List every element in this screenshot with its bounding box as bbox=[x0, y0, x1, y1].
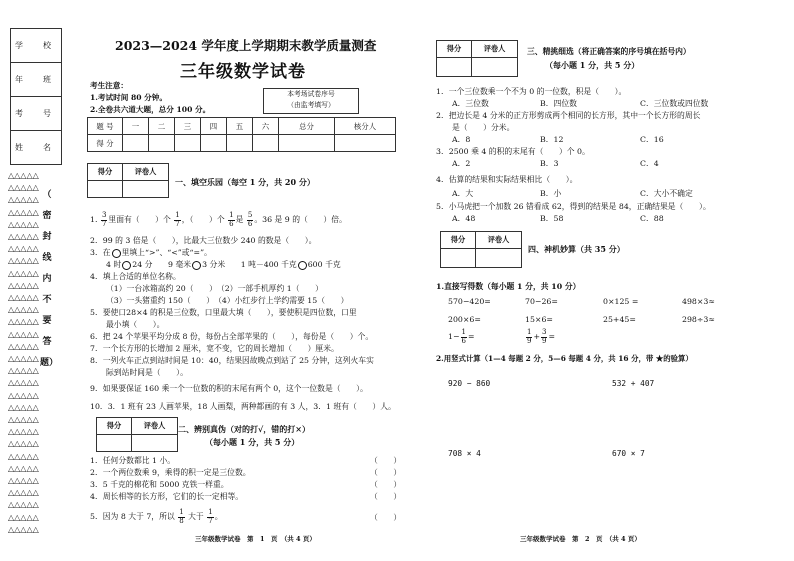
score-table bbox=[87, 117, 396, 152]
numerator: 1 bbox=[229, 211, 234, 219]
seal-char: 答 bbox=[42, 337, 52, 347]
q-text: 。 bbox=[214, 512, 223, 521]
numerator: 5 bbox=[247, 211, 253, 219]
judge-answer-5: （ ） bbox=[370, 513, 402, 522]
grader-cell bbox=[472, 58, 518, 77]
judge-answer-4: （ ） bbox=[370, 492, 402, 501]
column-calc-4: 670 × 7 bbox=[612, 449, 645, 458]
numerator: 1 bbox=[208, 508, 213, 516]
oral-2-1: 200×6= bbox=[448, 315, 481, 324]
grader-box-4 bbox=[440, 231, 522, 268]
score-label: 得分 bbox=[437, 41, 472, 58]
denominator: 7 bbox=[101, 219, 107, 228]
score-header: 一 bbox=[123, 118, 149, 135]
score-header: 核分人 bbox=[335, 118, 396, 135]
section-2-title: 二、辨别真伪（对的打√，错的打×） bbox=[178, 424, 310, 434]
oral-1-3: 0×125 = bbox=[603, 297, 639, 306]
score-header: 题 号 bbox=[88, 118, 123, 135]
seal-line-triangles: △△△△△ △△△△△ △△△△△ △△△△△ △△△△△ △△△△△ △△△△△ △△△△△ △△△△△ △△△△△ △△△△△ △△△△△ △△△△△ △△△△△ △△△△△ △△△△△ △△△△△ △△△△△ △△△△△ △△△△△ △△△△△ △△△△△ △△△△△ △△△△△ △△△△△ △△△△△ △△△△△ △△△△△ △△△△△ △△△△△ bbox=[8, 171, 39, 534]
choice-4-c: C．大小不确定 bbox=[640, 189, 693, 198]
question-1-2: 2．99 的 3 倍是（ ），比最大三位数少 240 的数是（ ）。 bbox=[90, 236, 317, 245]
q-text: 5．因为 8 大于 7，所以 bbox=[90, 512, 175, 521]
note-2: 2.全卷共六道大题，总分 100 分。 bbox=[90, 105, 211, 114]
q-text: + bbox=[533, 332, 541, 341]
numerator: 1 bbox=[175, 211, 180, 219]
choice-question-4: 4．估算的结果和实际结果相比（ ）。 bbox=[436, 175, 578, 184]
circle-blank-icon bbox=[298, 261, 307, 270]
denominator: 9 bbox=[542, 336, 547, 345]
numerator: 3 bbox=[542, 328, 547, 336]
seat-line-1: 本考场试卷序号 bbox=[287, 90, 335, 98]
choice-1-c: C．三位数或四位数 bbox=[640, 99, 709, 108]
score-header: 总分 bbox=[279, 118, 335, 135]
numerator: 1 bbox=[179, 508, 184, 516]
judge-answer-1: （ ） bbox=[370, 456, 402, 465]
section-3-subtitle: （每小题 1 分，共 5 分） bbox=[545, 60, 640, 70]
page-2-footer: 三年级数学试卷 第 2 页 （共 4 页） bbox=[520, 535, 641, 543]
judge-item-4: 4．周长相等的长方形，它们的长一定相等。 bbox=[90, 492, 244, 501]
choice-3-a: A．2 bbox=[452, 159, 471, 168]
fraction bbox=[526, 329, 532, 345]
score-cell bbox=[149, 135, 175, 152]
question-1-6: 6．把 24 个苹果平均分成 8 份，每份占全部苹果的（ ），每份是（ ）个。 bbox=[90, 332, 374, 341]
denominator: 8 bbox=[179, 516, 184, 525]
question-1-4-b: （3）一头猪重约 150（ ） （4）小红步行上学约需要 15（ ） bbox=[106, 296, 349, 305]
grader-cell bbox=[132, 435, 178, 452]
name-label: 姓 名 bbox=[15, 143, 57, 152]
fraction bbox=[461, 329, 467, 345]
denominator: 6 bbox=[229, 219, 234, 228]
seat-number-box bbox=[263, 88, 359, 114]
fraction bbox=[178, 509, 184, 525]
grader-box-2 bbox=[96, 417, 178, 452]
grader-label: 评卷人 bbox=[132, 418, 178, 435]
score-label: 得分 bbox=[88, 164, 123, 181]
oral-3-2 bbox=[525, 329, 555, 345]
section-3-title: 三、精挑细选（将正确答案的序号填在括号内） bbox=[527, 47, 691, 56]
q-text: 3 分米 1 吨－400 千克 bbox=[202, 260, 297, 269]
choice-1-a: A．三位数 bbox=[452, 99, 489, 108]
question-1-7: 7．一个长方形的长增加 2 厘米，宽不变，它的周长增加（ ）厘米。 bbox=[90, 344, 339, 353]
judge-item-2: 2．一个两位数乘 9，乘得的积一定是三位数。 bbox=[90, 468, 251, 477]
column-calc-3: 708 × 4 bbox=[448, 449, 481, 458]
oral-3-1 bbox=[448, 329, 475, 345]
score-cell bbox=[335, 135, 396, 152]
grader-label: 评卷人 bbox=[476, 232, 522, 249]
question-1-5: 5．要使口28×4 的积是三位数，口里最大填（ ），要使积是四位数，口里 bbox=[90, 308, 357, 317]
score-cell bbox=[97, 435, 132, 452]
fraction bbox=[101, 212, 107, 228]
q-text: 是 bbox=[235, 215, 244, 224]
judge-answer-3: （ ） bbox=[370, 480, 402, 489]
choice-question-1: 1．一个三位数乘一个不为 0 的一位数，积是（ ）。 bbox=[436, 87, 627, 96]
page-1-footer: 三年级数学试卷 第 1 页 （共 4 页） bbox=[195, 535, 316, 543]
score-header: 五 bbox=[227, 118, 253, 135]
question-1-8: 8．一列火车正点到站时间是 10：40，结果因故晚点到站了 25 分钟，这列火车实 bbox=[90, 356, 374, 365]
choice-question-3: 3．2500 乘 4 的积的末尾有（ ）个 0。 bbox=[436, 147, 590, 156]
fraction bbox=[247, 212, 253, 228]
seal-line-notice bbox=[40, 185, 59, 374]
circle-blank-icon bbox=[192, 261, 201, 270]
q-text: 里面有（ ）个 bbox=[108, 215, 171, 224]
fraction bbox=[228, 212, 234, 228]
exam-notes bbox=[90, 80, 210, 116]
seal-char: 线 bbox=[42, 253, 52, 263]
grader-cell bbox=[476, 249, 522, 268]
score-header: 四 bbox=[201, 118, 227, 135]
section-4-title: 四、神机妙算（共 35 分） bbox=[528, 244, 625, 254]
choice-question-2: 2．把边长是 4 分米的正方形剪成两个相同的长方形，其中一个长方形的周长 bbox=[436, 111, 701, 120]
fraction bbox=[541, 329, 547, 345]
judge-answer-2: （ ） bbox=[370, 468, 402, 477]
column-calc-1: 920 − 860 bbox=[448, 379, 491, 388]
oral-1-4: 498×3≈ bbox=[682, 297, 715, 306]
q-number: 1. bbox=[90, 215, 98, 224]
column-calc-2: 532 + 407 bbox=[612, 379, 655, 388]
section-2-subtitle: （每小题 1 分，共 5 分） bbox=[205, 437, 300, 447]
score-row-label: 得 分 bbox=[88, 135, 123, 152]
grader-box-1 bbox=[87, 163, 169, 198]
numerator: 1 bbox=[461, 328, 466, 336]
exam-title: 2023—2024 学年度上学期期末教学质量测查 bbox=[115, 38, 377, 53]
seal-char: 要 bbox=[42, 316, 52, 326]
choice-2-c: C．16 bbox=[640, 135, 664, 144]
notes-title: 考生注意： bbox=[90, 81, 128, 90]
q-text: 里填上“>”、“<”或“=”。 bbox=[121, 248, 212, 257]
denominator: 7 bbox=[175, 219, 180, 228]
denominator: 9 bbox=[527, 336, 532, 345]
question-1-3-items bbox=[106, 259, 341, 271]
seal-char: 密 bbox=[42, 211, 52, 221]
denominator: 7 bbox=[208, 516, 213, 525]
seat-line-2: （由监考填写） bbox=[287, 101, 335, 109]
grader-box-3 bbox=[436, 40, 518, 77]
oral-1-1: 570−420= bbox=[448, 297, 491, 306]
seal-char: 封 bbox=[42, 232, 52, 242]
question-1-4: 4．填上合适的单位名称。 bbox=[90, 272, 181, 281]
q-text: ，（ ）个 bbox=[181, 215, 225, 224]
oral-2-3: 25+45= bbox=[603, 315, 636, 324]
oral-1-2: 70−26= bbox=[525, 297, 558, 306]
score-label: 得分 bbox=[441, 232, 476, 249]
question-1-1 bbox=[90, 212, 347, 228]
q-text: 大于 bbox=[188, 512, 204, 521]
score-cell bbox=[88, 181, 123, 198]
choice-question-2-b: 是（ ）分米。 bbox=[452, 123, 515, 132]
judge-item-3: 3．5 千克的棉花和 5000 克铁一样重。 bbox=[90, 480, 229, 489]
score-header: 二 bbox=[149, 118, 175, 135]
question-1-9: 9．如果要保证 160 乘一个一位数的积的末尾有两个 0，这个一位数是（ ）。 bbox=[90, 384, 368, 393]
question-1-4-a: （1）一台冰箱高约 20（ ） （2）一部手机厚约 1（ ） bbox=[106, 284, 323, 293]
choice-5-b: B．58 bbox=[540, 214, 564, 223]
choice-4-b: B．小 bbox=[540, 189, 562, 198]
seal-char: 题） bbox=[40, 358, 59, 368]
q-text: 3．在 bbox=[90, 248, 111, 257]
q-text: 600 千克 bbox=[307, 260, 341, 269]
circle-blank-icon bbox=[112, 249, 121, 258]
choice-2-b: B．12 bbox=[540, 135, 564, 144]
judge-item-5 bbox=[90, 509, 222, 525]
question-1-5-b: 最小填（ ）。 bbox=[106, 320, 165, 329]
denominator: 6 bbox=[247, 219, 253, 228]
seal-char: （ bbox=[42, 190, 52, 200]
q-text: 4 时 bbox=[106, 260, 122, 269]
choice-3-b: B．3 bbox=[540, 159, 559, 168]
choice-question-5: 5．小马虎把一个加数 26 错看成 62，得到的结果是 84，正确结果是（ ）。 bbox=[436, 202, 711, 211]
choice-3-c: C．4 bbox=[640, 159, 659, 168]
grader-label: 评卷人 bbox=[123, 164, 169, 181]
denominator: 6 bbox=[461, 336, 466, 345]
score-label: 得分 bbox=[97, 418, 132, 435]
question-1-10: 10．3．1 班有 23 人画苹果，18 人画梨，两种都画的有 3 人，3．1 班有（ ）人。 bbox=[90, 402, 396, 411]
score-cell bbox=[227, 135, 253, 152]
q-text: 。36 是 9 的（ ）倍。 bbox=[254, 215, 347, 224]
circle-blank-icon bbox=[122, 261, 131, 270]
judge-item-1: 1．任何分数都比 1 小。 bbox=[90, 456, 176, 465]
score-cell bbox=[437, 58, 472, 77]
q-text: 24 分 9 毫米 bbox=[132, 260, 192, 269]
note-1: 1.考试时间 80 分钟。 bbox=[90, 93, 167, 102]
school-label: 学 校 bbox=[11, 29, 61, 63]
choice-1-b: B．四位数 bbox=[540, 99, 577, 108]
score-cell bbox=[175, 135, 201, 152]
score-header: 六 bbox=[253, 118, 279, 135]
oral-2-2: 15×6= bbox=[525, 315, 553, 324]
q-text: 1− bbox=[448, 332, 460, 341]
score-cell bbox=[279, 135, 335, 152]
exam-number-label: 考 号 bbox=[11, 97, 61, 131]
numerator: 3 bbox=[101, 211, 107, 219]
oral-calc-title: 1.直接写得数（每小题 1 分，共 10 分） bbox=[436, 282, 581, 291]
student-info-box bbox=[10, 28, 62, 165]
question-1-3 bbox=[90, 247, 212, 259]
q-text: = bbox=[548, 332, 556, 341]
score-cell bbox=[201, 135, 227, 152]
score-cell bbox=[123, 135, 149, 152]
choice-5-a: A．48 bbox=[452, 214, 476, 223]
exam-subtitle: 三年级数学试卷 bbox=[180, 62, 306, 82]
seal-char: 不 bbox=[42, 295, 52, 305]
choice-4-a: A．大 bbox=[452, 189, 474, 198]
question-1-8-b: 际到站时间是（ ）。 bbox=[106, 368, 188, 377]
seal-char: 内 bbox=[42, 274, 52, 284]
q-text: = bbox=[467, 332, 475, 341]
oral-2-4: 298÷3≈ bbox=[682, 315, 715, 324]
choice-2-a: A．8 bbox=[452, 135, 471, 144]
grader-cell bbox=[123, 181, 169, 198]
score-header: 三 bbox=[175, 118, 201, 135]
fraction bbox=[174, 212, 180, 228]
score-cell bbox=[253, 135, 279, 152]
class-label: 年 班 bbox=[11, 63, 61, 97]
column-calc-title: 2.用竖式计算（1—4 每题 2 分，5—6 每题 4 分，共 16 分，带 ★的验算） bbox=[436, 354, 693, 363]
score-cell bbox=[441, 249, 476, 268]
fraction bbox=[207, 509, 213, 525]
section-1-title: 一、填空乐园（每空 1 分，共 20 分） bbox=[175, 177, 315, 187]
choice-5-c: C．88 bbox=[640, 214, 664, 223]
numerator: 1 bbox=[527, 328, 532, 336]
grader-label: 评卷人 bbox=[472, 41, 518, 58]
